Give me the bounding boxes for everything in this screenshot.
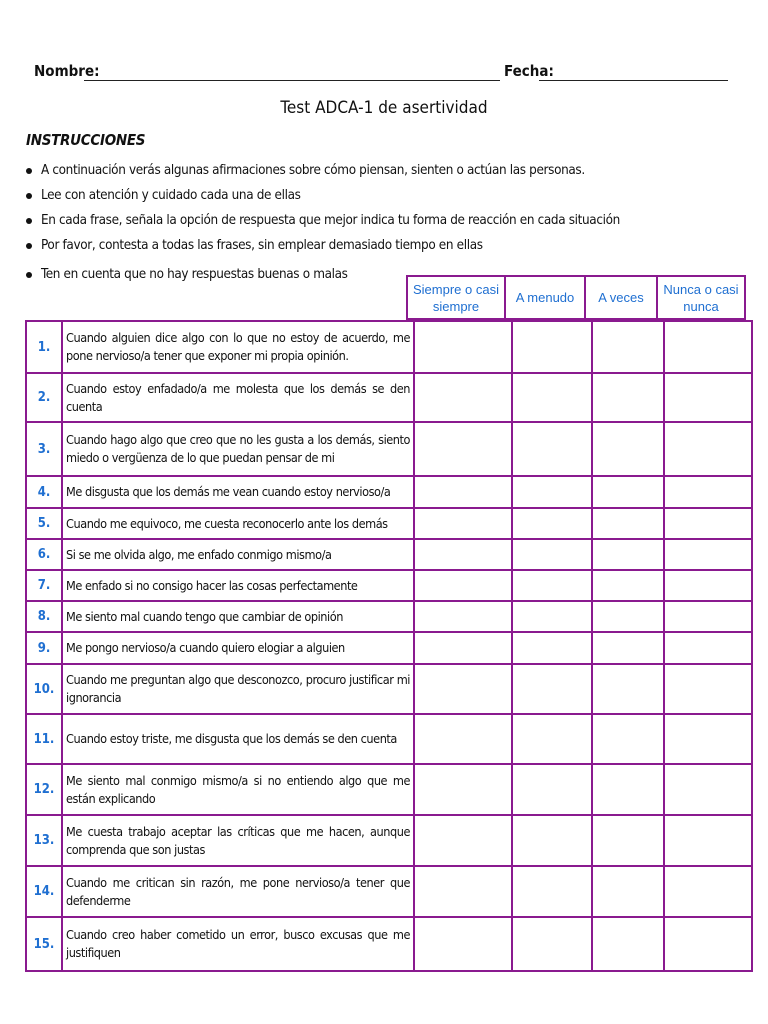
answer-cell-option-1[interactable]	[414, 508, 512, 539]
table-row	[26, 373, 752, 422]
item-number: 12.	[26, 764, 62, 815]
answer-cell-option-2[interactable]	[512, 714, 592, 764]
instruction-item: Ten en cuenta que no hay respuestas buenas o malas	[22, 262, 620, 287]
date-label: Fecha:	[504, 62, 554, 80]
answer-cell-option-2[interactable]	[512, 422, 592, 476]
instruction-item: Lee con atención y cuidado cada una de ellas	[22, 183, 620, 208]
item-statement: Si se me olvida algo, me enfado conmigo mismo/a	[62, 539, 414, 570]
answer-cell-option-1[interactable]	[414, 664, 512, 714]
item-statement: Me cuesta trabajo aceptar las críticas que me hacen, aunque comprenda que son justas	[62, 815, 414, 866]
item-number: 7.	[26, 570, 62, 601]
instructions-list	[22, 158, 620, 287]
answer-cell-option-3[interactable]	[592, 373, 664, 422]
answer-cell-option-4[interactable]	[664, 570, 752, 601]
answer-cell-option-4[interactable]	[664, 321, 752, 373]
item-number: 10.	[26, 664, 62, 714]
answer-cell-option-1[interactable]	[414, 373, 512, 422]
instruction-item: Por favor, contesta a todas las frases, sin emplear demasiado tiempo en ellas	[22, 233, 620, 258]
answer-cell-option-1[interactable]	[414, 422, 512, 476]
item-number: 3.	[26, 422, 62, 476]
option-header-nunca: Nunca o casi nunca	[657, 276, 745, 319]
answer-cell-option-2[interactable]	[512, 601, 592, 632]
answer-cell-option-4[interactable]	[664, 539, 752, 570]
item-statement: Me disgusta que los demás me vean cuando estoy nervioso/a	[62, 476, 414, 508]
answer-cell-option-3[interactable]	[592, 570, 664, 601]
item-statement: Cuando hago algo que creo que no les gusta a los demás, siento miedo o vergüenza de lo que puedan pensar de mi	[62, 422, 414, 476]
answer-cell-option-1[interactable]	[414, 539, 512, 570]
answer-cell-option-4[interactable]	[664, 422, 752, 476]
answer-cell-option-3[interactable]	[592, 764, 664, 815]
answer-cell-option-4[interactable]	[664, 508, 752, 539]
answer-cell-option-3[interactable]	[592, 714, 664, 764]
answer-cell-option-2[interactable]	[512, 764, 592, 815]
item-number: 11.	[26, 714, 62, 764]
item-statement: Me pongo nervioso/a cuando quiero elogiar a alguien	[62, 632, 414, 664]
item-statement: Me enfado si no consigo hacer las cosas perfectamente	[62, 570, 414, 601]
answer-cell-option-1[interactable]	[414, 476, 512, 508]
name-label: Nombre:	[34, 62, 100, 80]
answer-cell-option-4[interactable]	[664, 601, 752, 632]
answer-cell-option-3[interactable]	[592, 321, 664, 373]
answer-cell-option-3[interactable]	[592, 476, 664, 508]
table-row	[26, 321, 752, 373]
item-number: 6.	[26, 539, 62, 570]
item-number: 13.	[26, 815, 62, 866]
answer-cell-option-3[interactable]	[592, 632, 664, 664]
options-header	[406, 275, 746, 320]
page-title: Test ADCA-1 de asertividad	[280, 98, 488, 118]
answer-cell-option-2[interactable]	[512, 917, 592, 971]
table-row	[26, 632, 752, 664]
answer-cell-option-4[interactable]	[664, 476, 752, 508]
answer-cell-option-1[interactable]	[414, 764, 512, 815]
answer-cell-option-2[interactable]	[512, 373, 592, 422]
answer-cell-option-4[interactable]	[664, 815, 752, 866]
item-statement: Cuando me equivoco, me cuesta reconocerlo ante los demás	[62, 508, 414, 539]
option-header-a-veces: A veces	[585, 276, 657, 319]
item-number: 2.	[26, 373, 62, 422]
item-number: 5.	[26, 508, 62, 539]
option-header-a-menudo: A menudo	[505, 276, 585, 319]
answer-cell-option-3[interactable]	[592, 917, 664, 971]
header-fields	[34, 62, 728, 84]
answer-cell-option-2[interactable]	[512, 664, 592, 714]
item-statement: Cuando creo haber cometido un error, busco excusas que me justifiquen	[62, 917, 414, 971]
answer-cell-option-3[interactable]	[592, 539, 664, 570]
answer-cell-option-3[interactable]	[592, 601, 664, 632]
table-row	[26, 601, 752, 632]
answer-cell-option-1[interactable]	[414, 601, 512, 632]
item-statement: Me siento mal conmigo mismo/a si no entiendo algo que me están explicando	[62, 764, 414, 815]
answer-cell-option-2[interactable]	[512, 539, 592, 570]
table-row	[26, 764, 752, 815]
item-number: 9.	[26, 632, 62, 664]
instructions-heading: INSTRUCCIONES	[26, 131, 146, 149]
answer-cell-option-1[interactable]	[414, 570, 512, 601]
table-row	[26, 508, 752, 539]
item-number: 4.	[26, 476, 62, 508]
answer-cell-option-2[interactable]	[512, 508, 592, 539]
answer-cell-option-3[interactable]	[592, 866, 664, 917]
answer-cell-option-1[interactable]	[414, 815, 512, 866]
answer-cell-option-3[interactable]	[592, 422, 664, 476]
table-row	[26, 570, 752, 601]
item-statement: Cuando estoy triste, me disgusta que los demás se den cuenta	[62, 714, 414, 764]
answer-cell-option-4[interactable]	[664, 917, 752, 971]
table-row	[26, 422, 752, 476]
item-number: 8.	[26, 601, 62, 632]
items-table	[25, 320, 753, 972]
answer-cell-option-4[interactable]	[664, 866, 752, 917]
item-statement: Cuando estoy enfadado/a me molesta que los demás se den cuenta	[62, 373, 414, 422]
answer-cell-option-4[interactable]	[664, 714, 752, 764]
answer-cell-option-1[interactable]	[414, 321, 512, 373]
name-field[interactable]	[84, 80, 500, 81]
answer-cell-option-2[interactable]	[512, 815, 592, 866]
answer-cell-option-2[interactable]	[512, 476, 592, 508]
answer-cell-option-2[interactable]	[512, 866, 592, 917]
answer-cell-option-3[interactable]	[592, 508, 664, 539]
answer-cell-option-2[interactable]	[512, 632, 592, 664]
table-row	[26, 476, 752, 508]
date-field[interactable]	[539, 80, 728, 81]
item-statement: Cuando me preguntan algo que desconozco, procuro justificar mi ignorancia	[62, 664, 414, 714]
table-row	[26, 866, 752, 917]
table-row	[26, 714, 752, 764]
table-row	[26, 815, 752, 866]
answer-cell-option-2[interactable]	[512, 321, 592, 373]
item-number: 15.	[26, 917, 62, 971]
answer-cell-option-4[interactable]	[664, 764, 752, 815]
table-row	[26, 539, 752, 570]
item-statement: Cuando me critican sin razón, me pone nervioso/a tener que defenderme	[62, 866, 414, 917]
answer-cell-option-4[interactable]	[664, 373, 752, 422]
answer-cell-option-1[interactable]	[414, 866, 512, 917]
table-row	[26, 917, 752, 971]
table-row	[26, 664, 752, 714]
item-statement: Me siento mal cuando tengo que cambiar de opinión	[62, 601, 414, 632]
instruction-item: En cada frase, señala la opción de respuesta que mejor indica tu forma de reacción en cada situación	[22, 208, 620, 233]
answer-cell-option-1[interactable]	[414, 714, 512, 764]
answer-cell-option-3[interactable]	[592, 664, 664, 714]
answer-cell-option-1[interactable]	[414, 917, 512, 971]
item-number: 14.	[26, 866, 62, 917]
answer-cell-option-4[interactable]	[664, 664, 752, 714]
answer-cell-option-2[interactable]	[512, 570, 592, 601]
option-header-siempre: Siempre o casi siempre	[407, 276, 505, 319]
instruction-item: A continuación verás algunas afirmaciones sobre cómo piensan, sienten o actúan las personas.	[22, 158, 620, 183]
item-statement: Cuando alguien dice algo con lo que no estoy de acuerdo, me pone nervioso/a tener que exponer mi propia opinión.	[62, 321, 414, 373]
answer-cell-option-3[interactable]	[592, 815, 664, 866]
answer-cell-option-4[interactable]	[664, 632, 752, 664]
item-number: 1.	[26, 321, 62, 373]
answer-cell-option-1[interactable]	[414, 632, 512, 664]
